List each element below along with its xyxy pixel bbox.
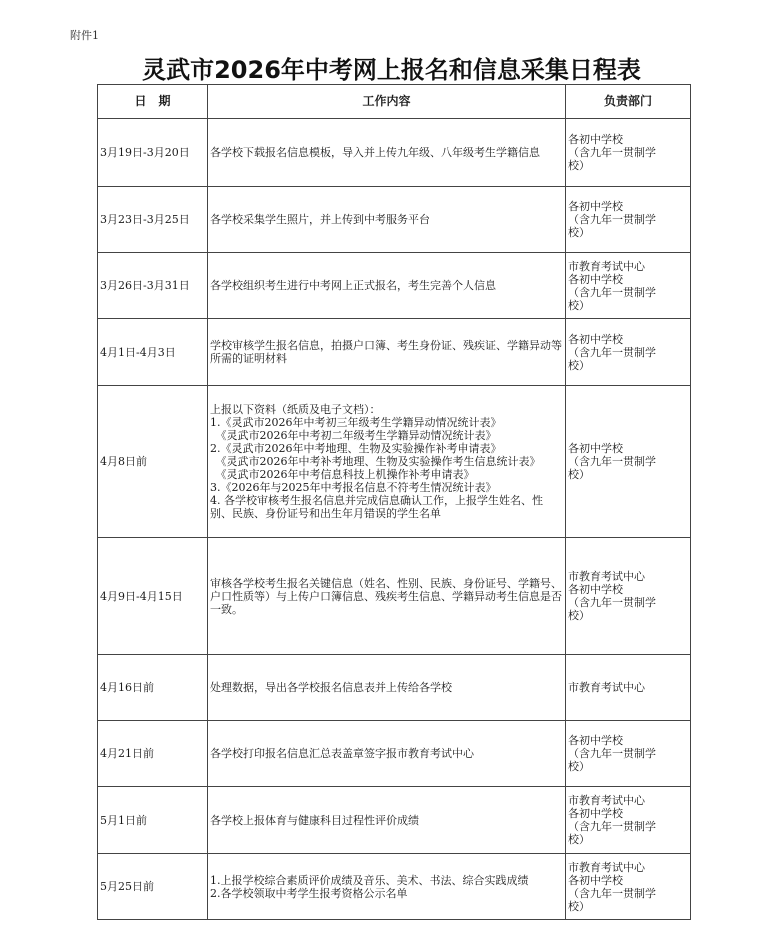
date-cell: 4月1日-4月3日	[98, 319, 208, 386]
dept-line: 校）	[568, 226, 590, 239]
dept-line: 校）	[568, 760, 590, 773]
dept-line: 各初中学校	[568, 272, 623, 286]
dept-line: 校）	[568, 159, 590, 172]
schedule-table	[97, 84, 691, 920]
table-row	[98, 119, 691, 187]
dept-line: 市教育考试中心	[568, 860, 645, 874]
dept-line: 市教育考试中心	[568, 259, 645, 273]
dept-cell	[566, 655, 691, 721]
content-line: 1.《灵武市2026年中考初三年级考生学籍异动情况统计表》	[210, 416, 502, 429]
dept-line: （含九年一贯制学	[568, 886, 656, 900]
date-cell: 4月16日前	[98, 655, 208, 721]
date-cell: 4月9日-4月15日	[98, 538, 208, 655]
content-cell	[208, 655, 566, 721]
dept-line: （含九年一贯制学	[568, 345, 656, 359]
content-cell	[208, 721, 566, 787]
content-cell	[208, 386, 566, 538]
dept-line: 各初中学校	[568, 734, 623, 747]
content-line: 学校审核学生报名信息，拍摄户口簿、考生身份证、残疾证、学籍异动等所需的证明材料	[210, 339, 562, 365]
dept-cell	[566, 119, 691, 187]
content-line: 各学校上报体育与健康科目过程性评价成绩	[210, 813, 419, 827]
dept-line: 市教育考试中心	[568, 794, 645, 807]
dept-line: （含九年一贯制学	[568, 820, 656, 833]
content-line: 2.各学校领取中考学生报考资格公示名单	[210, 886, 408, 900]
content-cell	[208, 319, 566, 386]
table-row	[98, 854, 691, 920]
dept-line: （含九年一贯制学	[568, 213, 656, 226]
content-line: 4. 各学校审核考生报名信息并完成信息确认工作，上报学生姓名、性别、民族、身份证号和出生年月错误的学生名单	[210, 494, 543, 520]
table-row	[98, 655, 691, 721]
table-row	[98, 187, 691, 253]
dept-cell	[566, 319, 691, 386]
dept-line: （含九年一贯制学	[568, 455, 656, 468]
dept-cell	[566, 187, 691, 253]
dept-line: 校）	[568, 899, 590, 913]
date-cell: 3月19日-3月20日	[98, 119, 208, 187]
dept-line: 校）	[568, 358, 590, 372]
dept-line: （含九年一贯制学	[568, 596, 656, 609]
date-cell: 4月8日前	[98, 386, 208, 538]
dept-line: （含九年一贯制学	[568, 146, 656, 159]
dept-cell	[566, 253, 691, 319]
content-line: 《灵武市2026年中考初二年级考生学籍异动情况统计表》	[210, 429, 497, 442]
dept-line: 各初中学校	[568, 583, 623, 596]
content-line: 各学校组织考生进行中考网上正式报名，考生完善个人信息	[210, 279, 496, 292]
dept-line: （含九年一贯制学	[568, 747, 656, 760]
content-line: 上报以下资料（纸质及电子文档）：	[210, 403, 381, 416]
dept-line: 各初中学校	[568, 873, 623, 887]
dept-line: 校）	[568, 298, 590, 312]
header-dept: 负责部门	[566, 85, 691, 119]
content-cell	[208, 253, 566, 319]
table-row	[98, 386, 691, 538]
dept-line: 市教育考试中心	[568, 681, 645, 694]
dept-cell	[566, 787, 691, 854]
dept-cell	[566, 538, 691, 655]
dept-line: 市教育考试中心	[568, 570, 645, 583]
table-row	[98, 253, 691, 319]
content-cell	[208, 538, 566, 655]
dept-cell	[566, 854, 691, 920]
dept-line: 各初中学校	[568, 332, 623, 346]
content-line: 《灵武市2026年中考补考地理、生物及实验操作考生信息统计表》	[210, 455, 541, 468]
table-row	[98, 787, 691, 854]
header-content: 工作内容	[208, 85, 566, 119]
table-row	[98, 721, 691, 787]
content-line: 2.《灵武市2026年中考地理、生物及实验操作补考申请表》	[210, 442, 502, 455]
date-cell: 4月21日前	[98, 721, 208, 787]
content-cell	[208, 187, 566, 253]
content-cell	[208, 854, 566, 920]
annex-label: 附件1	[70, 29, 99, 42]
dept-cell	[566, 386, 691, 538]
date-cell: 5月1日前	[98, 787, 208, 854]
dept-line: 各初中学校	[568, 133, 623, 146]
document-title: 灵武市2026年中考网上报名和信息采集日程表	[142, 56, 641, 84]
dept-line: 各初中学校	[568, 442, 623, 455]
dept-line: 各初中学校	[568, 200, 623, 213]
date-cell: 3月23日-3月25日	[98, 187, 208, 253]
content-line: 各学校打印报名信息汇总表盖章签字报市教育考试中心	[210, 747, 474, 760]
dept-cell	[566, 721, 691, 787]
table-row	[98, 538, 691, 655]
dept-line: 校）	[568, 468, 590, 481]
date-cell: 5月25日前	[98, 854, 208, 920]
content-cell	[208, 787, 566, 854]
dept-line: 校）	[568, 833, 590, 846]
content-line: 各学校采集学生照片，并上传到中考服务平台	[210, 213, 430, 226]
table-row	[98, 319, 691, 386]
content-line: 1.上报学校综合素质评价成绩及音乐、美术、书法、综合实践成绩	[210, 873, 529, 887]
content-cell	[208, 119, 566, 187]
dept-line: 校）	[568, 609, 590, 622]
date-cell: 3月26日-3月31日	[98, 253, 208, 319]
content-line: 各学校下载报名信息模板，导入并上传九年级、八年级考生学籍信息	[210, 146, 540, 159]
content-line: 审核各学校考生报名关键信息（姓名、性别、民族、身份证号、学籍号、户口性质等）与上传户口簿信息、残疾考生信息、学籍异动考生信息是否一致。	[210, 576, 562, 616]
table-header-row	[98, 85, 691, 119]
content-line: 《灵武市2026年中考信息科技上机操作补考申请表》	[210, 468, 475, 481]
content-line: 3.《2026年与2025年中考报名信息不符考生情况统计表》	[210, 481, 497, 494]
content-line: 处理数据，导出各学校报名信息表并上传给各学校	[210, 681, 452, 694]
header-date: 日 期	[98, 85, 208, 119]
dept-line: 各初中学校	[568, 807, 623, 820]
dept-line: （含九年一贯制学	[568, 285, 656, 299]
